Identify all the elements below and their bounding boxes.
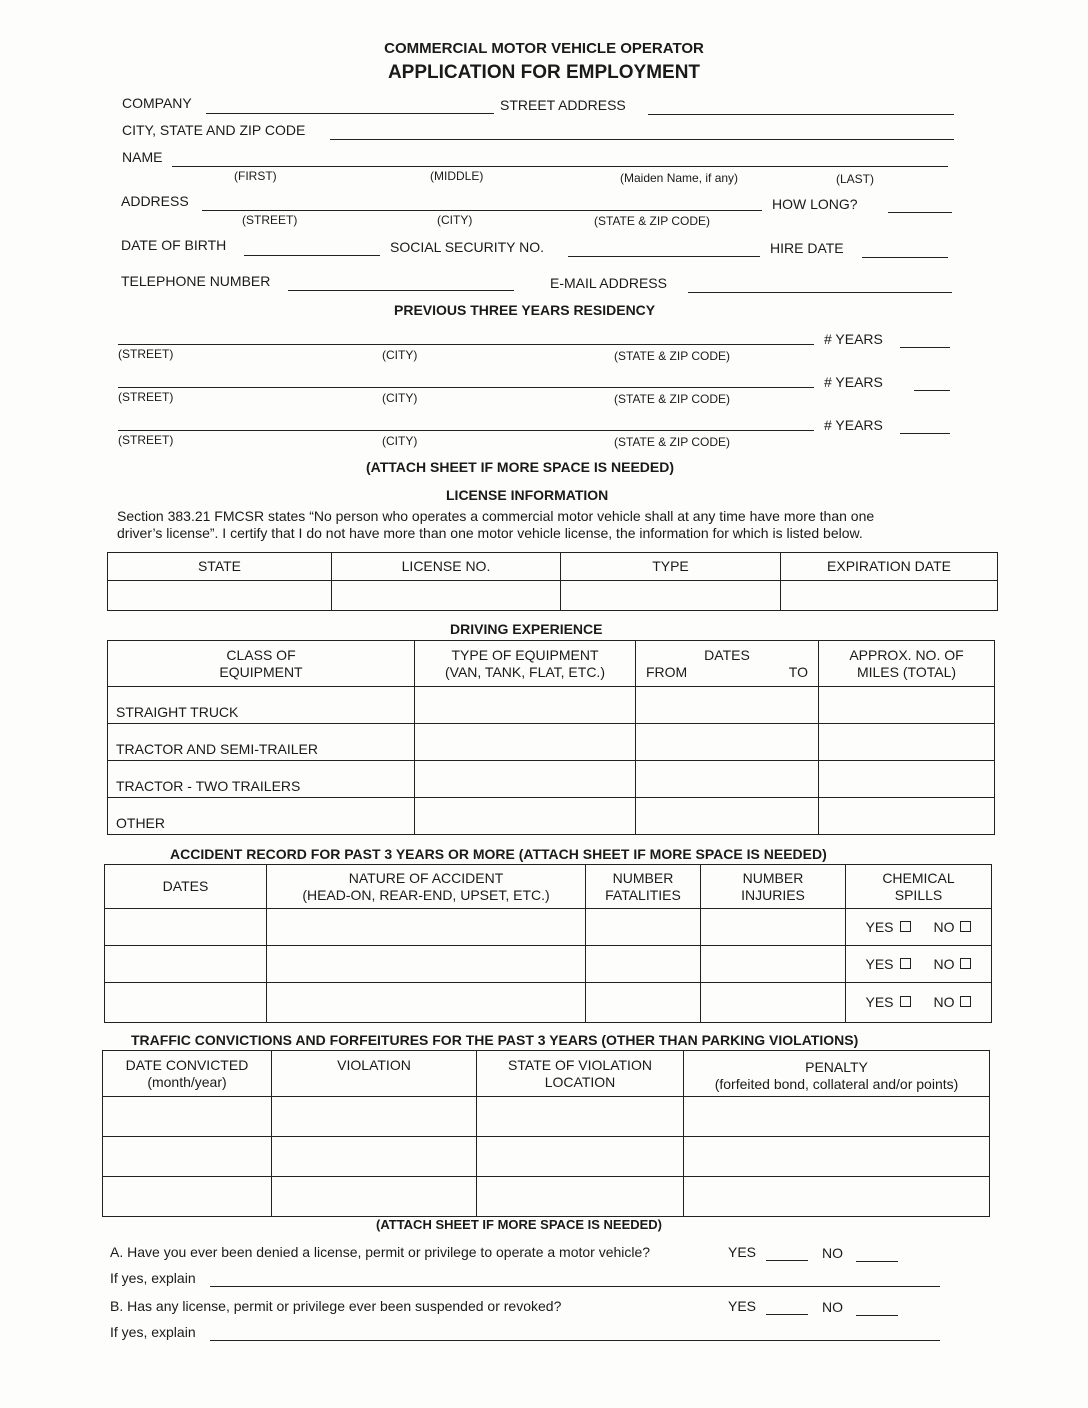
license-statement-line2: driver’s license”. I certify that I do not have more than one motor vehicle license, the information for which is listed below. (117, 525, 863, 541)
hire-date-label: HIRE DATE (770, 240, 844, 256)
accident-injuries-cell[interactable] (701, 909, 846, 946)
experience-dates-cell[interactable] (636, 687, 819, 724)
experience-type-cell[interactable] (415, 687, 636, 724)
experience-col-to: TO (788, 663, 808, 680)
convictions-penalty-cell[interactable] (684, 1097, 990, 1137)
telephone-field[interactable] (288, 290, 514, 291)
license-number-cell[interactable] (332, 581, 561, 611)
experience-col-from: FROM (646, 663, 688, 680)
name-maiden-caption: (Maiden Name, if any) (620, 171, 739, 185)
accident-fatalities-cell[interactable] (586, 946, 701, 983)
street-address-label: STREET ADDRESS (500, 97, 626, 113)
experience-col-type-line2: (VAN, TANK, FLAT, ETC.) (445, 663, 605, 680)
question-a-no-field[interactable] (856, 1261, 898, 1262)
experience-miles-cell[interactable] (819, 798, 995, 835)
hire-date-field[interactable] (862, 257, 948, 258)
name-field[interactable] (172, 166, 948, 167)
accident-col-dates: DATES (105, 865, 267, 909)
residency-3-years-field[interactable] (900, 433, 950, 434)
address-label: ADDRESS (121, 193, 189, 209)
checkbox-icon[interactable] (960, 996, 971, 1007)
experience-col-miles (819, 641, 995, 687)
spill-yes-label: YES (865, 994, 894, 1010)
accident-dates-cell[interactable] (105, 909, 267, 946)
experience-col-dates (636, 641, 819, 687)
experience-row-label: TRACTOR - TWO TRAILERS (108, 761, 415, 798)
license-col-expiration: EXPIRATION DATE (781, 553, 998, 581)
convictions-heading: TRAFFIC CONVICTIONS AND FORFEITURES FOR THE PAST 3 YEARS (OTHER THAN PARKING VIOLATIONS) (131, 1032, 859, 1048)
experience-miles-cell[interactable] (819, 724, 995, 761)
residency-state-caption: (STATE & ZIP CODE) (614, 349, 731, 363)
spill-no-label: NO (933, 955, 955, 972)
convictions-col-state-line2: LOCATION (544, 1074, 616, 1090)
accident-nature-cell[interactable] (267, 946, 586, 983)
residency-heading: PREVIOUS THREE YEARS RESIDENCY (394, 302, 656, 318)
license-heading: LICENSE INFORMATION (446, 487, 609, 503)
accident-table (104, 864, 992, 1023)
name-last-caption: (LAST) (836, 172, 875, 186)
city-state-zip-field[interactable] (330, 139, 954, 140)
convictions-col-date (103, 1051, 272, 1097)
license-statement-line1: Section 383.21 FMCSR states “No person who operates a commercial motor vehicle shall at any time have more than one (117, 508, 875, 524)
name-label: NAME (122, 149, 163, 165)
convictions-col-penalty (684, 1051, 990, 1097)
convictions-table (102, 1050, 990, 1217)
question-b-explain-label: If yes, explain (110, 1324, 196, 1340)
license-type-cell[interactable] (561, 581, 781, 611)
name-first-caption: (FIRST) (234, 169, 277, 183)
accident-col-injuries-line1: NUMBER (742, 869, 804, 886)
checkbox-icon[interactable] (900, 921, 911, 932)
checkbox-icon[interactable] (900, 996, 911, 1007)
spill-yes-label: YES (865, 955, 894, 972)
accident-col-injuries (701, 865, 846, 909)
question-a-no-label: NO (822, 1245, 843, 1261)
accident-col-nature-line2: (HEAD-ON, REAR-END, UPSET, ETC.) (302, 886, 550, 903)
experience-col-type-line1: TYPE OF EQUIPMENT (451, 646, 599, 663)
address-street-caption: (STREET) (242, 213, 298, 227)
spill-no-option[interactable] (933, 994, 971, 1011)
residency-1-field[interactable] (118, 344, 814, 345)
experience-row-label: TRACTOR AND SEMI-TRAILER (108, 724, 415, 761)
spill-no-label: NO (933, 918, 955, 935)
accident-col-chemical-line2: SPILLS (894, 886, 943, 903)
accident-fatalities-cell[interactable] (586, 909, 701, 946)
spill-no-label: NO (933, 994, 955, 1010)
experience-row-label: STRAIGHT TRUCK (108, 687, 415, 724)
address-field[interactable] (202, 210, 762, 211)
accident-col-nature-line1: NATURE OF ACCIDENT (348, 869, 504, 886)
how-long-field[interactable] (888, 212, 952, 213)
convictions-penalty-cell[interactable] (684, 1177, 990, 1217)
name-middle-caption: (MIDDLE) (430, 169, 484, 183)
convictions-violation-cell[interactable] (272, 1137, 477, 1177)
question-b-yes-label: YES (728, 1298, 757, 1314)
residency-3-field[interactable] (118, 430, 814, 431)
convictions-col-penalty-line2: (forfeited bond, collateral and/or points) (714, 1076, 959, 1092)
residency-years-label: # YEARS (824, 331, 883, 347)
convictions-date-cell[interactable] (103, 1177, 272, 1217)
company-field[interactable] (206, 113, 494, 114)
checkbox-icon[interactable] (960, 958, 971, 969)
convictions-col-state-line1: STATE OF VIOLATION (508, 1057, 652, 1073)
experience-dates-cell[interactable] (636, 724, 819, 761)
city-state-zip-label: CITY, STATE AND ZIP CODE (122, 122, 306, 138)
accident-col-fatalities (586, 865, 701, 909)
ssn-label: SOCIAL SECURITY NO. (390, 239, 545, 255)
experience-row-label: OTHER (108, 798, 415, 835)
experience-col-dates-label: DATES (704, 646, 750, 663)
experience-type-cell[interactable] (415, 761, 636, 798)
email-field[interactable] (688, 292, 952, 293)
telephone-label: TELEPHONE NUMBER (121, 273, 271, 289)
experience-miles-cell[interactable] (819, 761, 995, 798)
question-a-yes-label: YES (728, 1244, 757, 1260)
convictions-state-cell[interactable] (477, 1177, 684, 1217)
convictions-state-cell[interactable] (477, 1137, 684, 1177)
checkbox-icon[interactable] (900, 958, 911, 969)
form-title: APPLICATION FOR EMPLOYMENT (387, 62, 701, 83)
accident-dates-cell[interactable] (105, 983, 267, 1023)
residency-state-caption: (STATE & ZIP CODE) (614, 435, 731, 449)
convictions-col-state (477, 1051, 684, 1097)
question-b-yes-field[interactable] (766, 1314, 808, 1315)
convictions-penalty-cell[interactable] (684, 1137, 990, 1177)
street-address-field[interactable] (648, 114, 954, 115)
residency-years-label: # YEARS (824, 417, 883, 433)
question-b: B. Has any license, permit or privilege ever been suspended or revoked? (110, 1298, 562, 1314)
form-title-top: COMMERCIAL MOTOR VEHICLE OPERATOR (384, 40, 704, 57)
residency-street-caption: (STREET) (118, 390, 174, 404)
residency-1-years-field[interactable] (900, 347, 950, 348)
accident-injuries-cell[interactable] (701, 983, 846, 1023)
email-label: E-MAIL ADDRESS (550, 275, 667, 291)
residency-street-caption: (STREET) (118, 433, 174, 447)
experience-dates-cell[interactable] (636, 798, 819, 835)
license-col-state: STATE (108, 553, 332, 581)
convictions-col-penalty-line1: PENALTY (805, 1059, 868, 1075)
residency-2-years-field[interactable] (914, 390, 950, 391)
residency-state-caption: (STATE & ZIP CODE) (614, 392, 731, 406)
accident-col-chemical-line1: CHEMICAL (882, 869, 955, 886)
accident-col-fatalities-line1: NUMBER (612, 869, 674, 886)
license-table (107, 552, 998, 611)
residency-city-caption: (CITY) (382, 434, 418, 448)
accident-injuries-cell[interactable] (701, 946, 846, 983)
convictions-col-date-line2: (month/year) (147, 1074, 227, 1090)
checkbox-icon[interactable] (960, 921, 971, 932)
convictions-date-cell[interactable] (103, 1137, 272, 1177)
address-state-caption: (STATE & ZIP CODE) (594, 214, 711, 228)
experience-col-miles-line1: APPROX. NO. OF (849, 646, 964, 663)
convictions-state-cell[interactable] (477, 1097, 684, 1137)
accident-nature-cell[interactable] (267, 983, 586, 1023)
residency-street-caption: (STREET) (118, 347, 174, 361)
convictions-date-cell[interactable] (103, 1097, 272, 1137)
experience-type-cell[interactable] (415, 798, 636, 835)
residency-2-field[interactable] (118, 387, 814, 388)
accident-spills-cell (846, 909, 992, 946)
ssn-field[interactable] (568, 256, 760, 257)
experience-col-class-line2: EQUIPMENT (219, 663, 303, 680)
license-col-type: TYPE (561, 553, 781, 581)
question-b-no-field[interactable] (856, 1315, 898, 1316)
license-col-number: LICENSE NO. (332, 553, 561, 581)
accident-col-fatalities-line2: FATALITIES (605, 886, 681, 903)
experience-dates-cell[interactable] (636, 761, 819, 798)
experience-heading: DRIVING EXPERIENCE (450, 621, 603, 637)
experience-miles-cell[interactable] (819, 687, 995, 724)
experience-type-cell[interactable] (415, 724, 636, 761)
how-long-label: HOW LONG? (772, 196, 858, 212)
accident-col-chemical (846, 865, 992, 909)
convictions-col-violation: VIOLATION (272, 1051, 477, 1097)
spill-yes-label: YES (865, 918, 894, 935)
residency-city-caption: (CITY) (382, 348, 418, 362)
experience-col-miles-line2: MILES (TOTAL) (856, 663, 957, 680)
experience-table (107, 640, 995, 835)
dob-label: DATE OF BIRTH (121, 237, 227, 253)
question-a-explain-label: If yes, explain (110, 1270, 196, 1286)
question-a-yes-field[interactable] (766, 1260, 808, 1261)
license-state-cell[interactable] (108, 581, 332, 611)
convictions-col-date-line1: DATE CONVICTED (125, 1057, 249, 1073)
accident-spills-cell (846, 983, 992, 1023)
spill-yes-option[interactable] (865, 956, 910, 973)
question-b-no-label: NO (822, 1299, 843, 1315)
experience-col-class (108, 641, 415, 687)
residency-city-caption: (CITY) (382, 391, 418, 405)
accident-col-nature (267, 865, 586, 909)
address-city-caption: (CITY) (437, 213, 473, 227)
license-expiration-cell[interactable] (781, 581, 998, 611)
question-b-explain-field[interactable] (210, 1340, 940, 1341)
question-a: A. Have you ever been denied a license, permit or privilege to operate a motor vehicle? (110, 1244, 651, 1260)
spill-no-option[interactable] (933, 919, 971, 936)
question-a-explain-field[interactable] (210, 1286, 940, 1287)
company-label: COMPANY (122, 95, 192, 111)
accident-spills-cell (846, 946, 992, 983)
accident-nature-cell[interactable] (267, 909, 586, 946)
convictions-violation-cell[interactable] (272, 1097, 477, 1137)
accident-heading: ACCIDENT RECORD FOR PAST 3 YEARS OR MORE (ATTACH SHEET IF MORE SPACE IS NEEDED) (170, 846, 827, 862)
spill-yes-option[interactable] (865, 994, 910, 1011)
dob-field[interactable] (244, 255, 380, 256)
spill-no-option[interactable] (933, 956, 971, 973)
convictions-violation-cell[interactable] (272, 1177, 477, 1217)
convictions-attach-note: (ATTACH SHEET IF MORE SPACE IS NEEDED) (376, 1217, 663, 1232)
accident-dates-cell[interactable] (105, 946, 267, 983)
experience-col-class-line1: CLASS OF (226, 646, 296, 663)
spill-yes-option[interactable] (865, 919, 910, 936)
accident-col-injuries-line2: INJURIES (741, 886, 805, 903)
residency-years-label: # YEARS (824, 374, 883, 390)
experience-col-type (415, 641, 636, 687)
accident-fatalities-cell[interactable] (586, 983, 701, 1023)
residency-attach-note: (ATTACH SHEET IF MORE SPACE IS NEEDED) (366, 459, 675, 475)
